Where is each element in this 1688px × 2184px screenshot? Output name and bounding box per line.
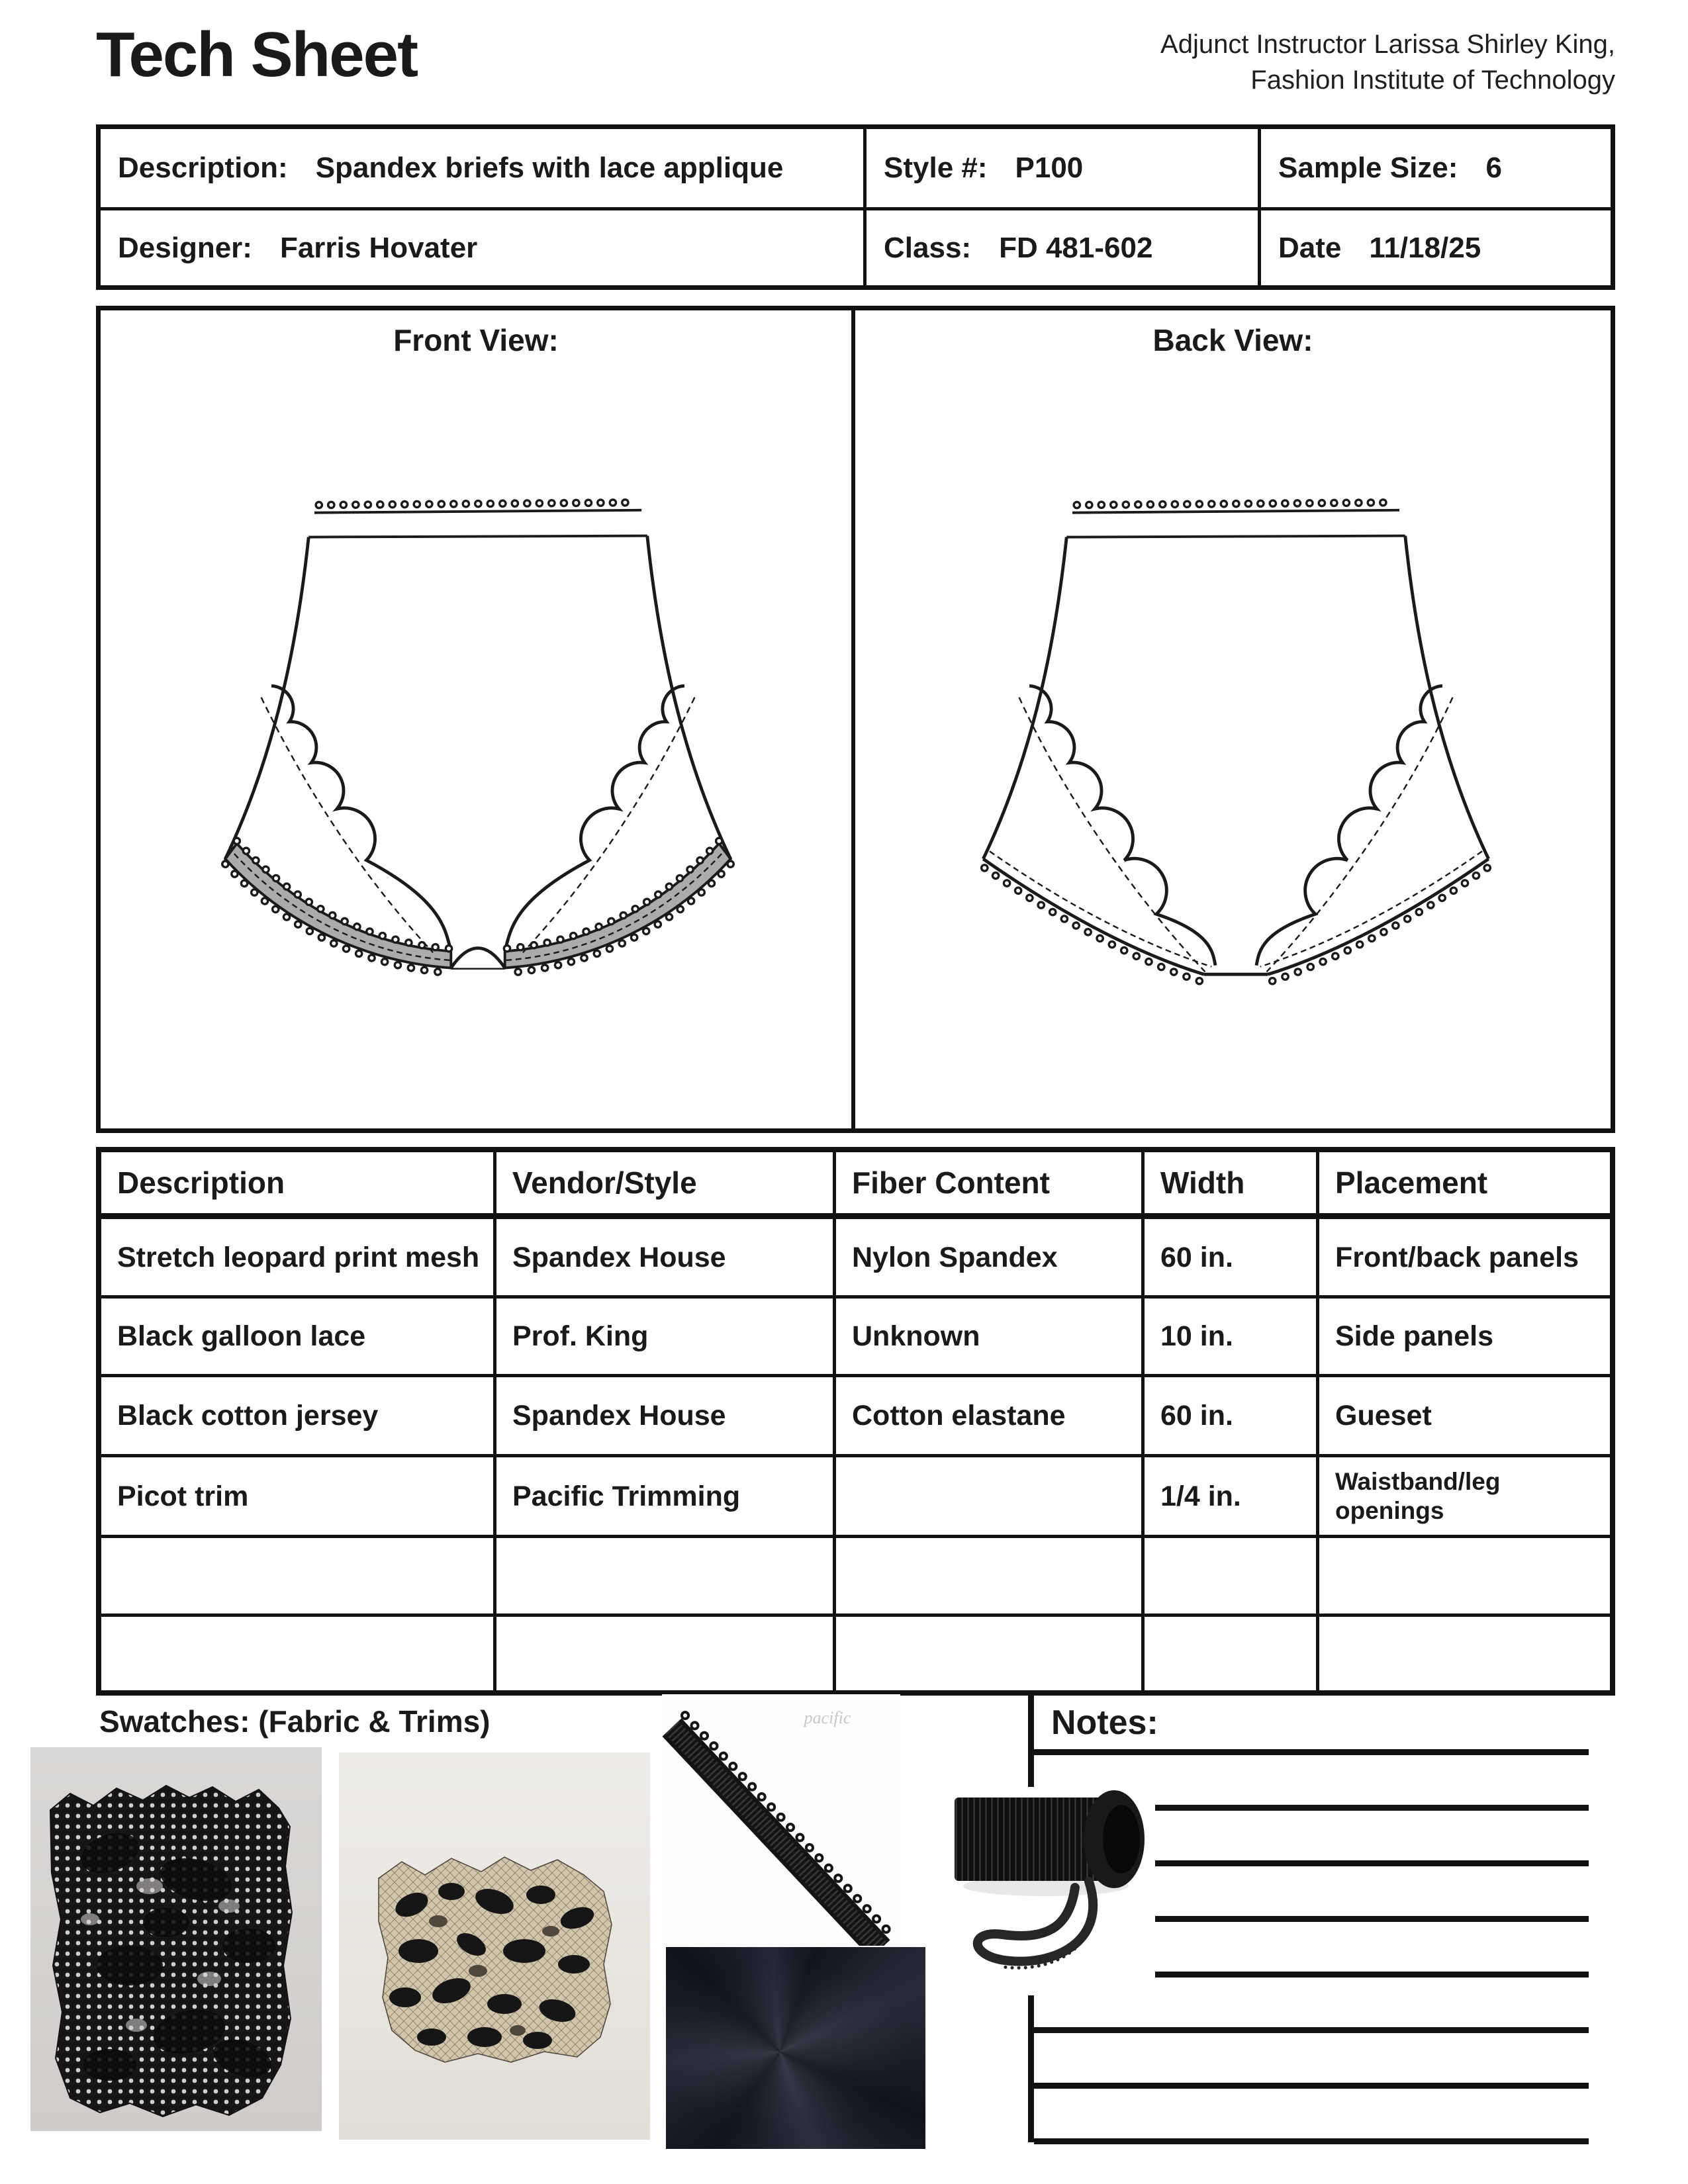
table-cell: Unknown (833, 1295, 1141, 1374)
notes-ruled-line (1034, 2033, 1589, 2089)
table-cell: Nylon Spandex (833, 1213, 1141, 1295)
table-cell: Stretch leopard print mesh (101, 1213, 493, 1295)
table-cell: Black cotton jersey (101, 1374, 493, 1454)
table-cell: Black galloon lace (101, 1295, 493, 1374)
black-cotton-jersey-swatch-photo (666, 1947, 925, 2149)
front-briefs-flat-drawing (170, 461, 786, 1004)
description-label: Description: (118, 152, 288, 184)
table-cell: Spandex House (493, 1213, 833, 1295)
designer-cell (101, 207, 863, 285)
class-value: FD 481-602 (999, 231, 1153, 264)
swatches-label: Swatches: (Fabric & Trims) (99, 1704, 491, 1739)
table-cell: Cotton elastane (833, 1374, 1141, 1454)
description-value: Spandex briefs with lace applique (315, 152, 784, 184)
leopard-print-lace-swatch-photo (339, 1752, 650, 2140)
table-cell (833, 1614, 1141, 1690)
designer-value: Farris Hovater (279, 231, 478, 264)
notes-label: Notes: (1051, 1703, 1158, 1742)
table-cell (833, 1535, 1141, 1614)
instructor-line2: Fashion Institute of Technology (1250, 66, 1615, 95)
class-label: Class: (884, 231, 972, 264)
table-cell: 60 in. (1141, 1213, 1316, 1295)
column-header: Fiber Content (833, 1152, 1141, 1213)
date-value: 11/18/25 (1369, 231, 1481, 264)
table-cell: 10 in. (1141, 1295, 1316, 1374)
table-cell: Gueset (1316, 1374, 1610, 1454)
table-cell (1316, 1535, 1610, 1614)
column-header: Vendor/Style (493, 1152, 833, 1213)
table-cell: 1/4 in. (1141, 1454, 1316, 1535)
table-cell (833, 1454, 1141, 1535)
back-briefs-flat-drawing (928, 461, 1544, 1004)
class-cell (863, 207, 1258, 285)
pacific-watermark: pacific (804, 1708, 851, 1727)
front-view-label: Front View: (393, 323, 559, 357)
picot-elastic-spool-photo (953, 1787, 1155, 1995)
page-title: Tech Sheet (96, 19, 418, 90)
table-cell: Front/back panels (1316, 1213, 1610, 1295)
front-view-panel (101, 310, 855, 1128)
table-cell: Prof. King (493, 1295, 833, 1374)
black-galloon-lace-swatch-photo (30, 1747, 322, 2131)
table-cell (1141, 1535, 1316, 1614)
table-cell: Picot trim (101, 1454, 493, 1535)
sample-size-label: Sample Size: (1278, 152, 1458, 184)
table-cell (493, 1535, 833, 1614)
info-table (96, 124, 1615, 290)
table-cell: Spandex House (493, 1374, 833, 1454)
back-view-panel (855, 310, 1611, 1128)
notes-header (1034, 1696, 1589, 1755)
materials-table (96, 1147, 1615, 1696)
table-cell (1141, 1614, 1316, 1690)
notes-ruled-line (1034, 2089, 1589, 2144)
views-box (96, 306, 1615, 1133)
table-cell: Side panels (1316, 1295, 1610, 1374)
designer-label: Designer: (118, 231, 252, 264)
table-cell (1316, 1614, 1610, 1690)
style-value: P100 (1015, 152, 1084, 184)
column-header: Placement (1316, 1152, 1610, 1213)
column-header: Width (1141, 1152, 1316, 1213)
table-cell (101, 1535, 493, 1614)
date-cell (1258, 207, 1611, 285)
table-cell: Pacific Trimming (493, 1454, 833, 1535)
table-cell (101, 1614, 493, 1690)
table-cell: Waistband/leg openings (1316, 1454, 1610, 1535)
column-header: Description (117, 1165, 285, 1200)
instructor-credit (1160, 26, 1615, 98)
description-cell (101, 129, 863, 207)
sample-size-cell (1258, 129, 1611, 207)
table-cell (493, 1614, 833, 1690)
back-view-label: Back View: (1152, 323, 1313, 357)
instructor-line1: Adjunct Instructor Larissa Shirley King, (1160, 30, 1615, 59)
date-label: Date (1278, 231, 1342, 264)
sample-size-value: 6 (1485, 152, 1502, 184)
style-label: Style #: (884, 152, 988, 184)
table-cell: 60 in. (1141, 1374, 1316, 1454)
style-cell (863, 129, 1258, 207)
picot-trim-photo (662, 1694, 900, 1946)
